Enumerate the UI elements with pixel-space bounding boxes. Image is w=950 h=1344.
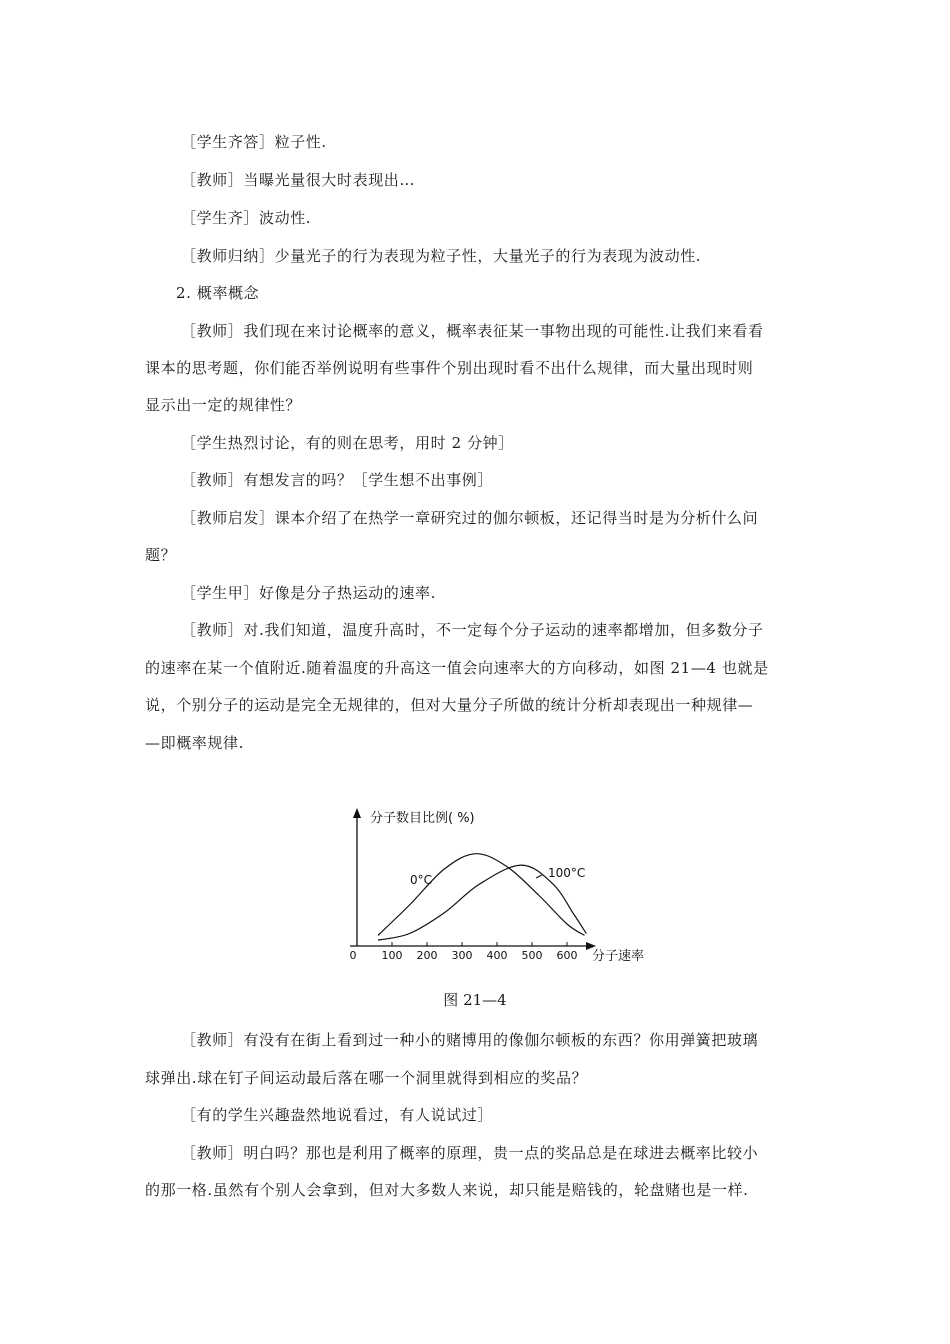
paragraph: ［教师启发］课本介绍了在热学一章研究过的伽尔顿板，还记得当时是为分析什么问 (181, 509, 759, 527)
speed-distribution-figure (340, 796, 660, 972)
paragraph: ［教师归纳］少量光子的行为表现为粒子性，大量光子的行为表现为波动性. (181, 247, 702, 265)
paragraph-continuation: —即概率规律. (145, 734, 244, 752)
paragraph: ［教师］明白吗？那也是利用了概率的原理，贵一点的奖品总是在球进去概率比较小 (181, 1144, 759, 1162)
x-tick-label: 300 (451, 949, 473, 962)
paragraph: ［教师］有没有在街上看到过一种小的赌博用的像伽尔顿板的东西？你用弹簧把玻璃 (181, 1031, 759, 1049)
series-label-100c: 100°C (548, 866, 586, 880)
paragraph: ［教师］有想发言的吗？［学生想不出事例］ (181, 471, 494, 489)
paragraph-continuation: 说，个别分子的运动是完全无规律的，但对大量分子所做的统计分析却表现出一种规律— (145, 696, 754, 714)
paragraph-continuation: 题？ (145, 546, 177, 564)
paragraph-continuation: 显示出一定的规律性？ (145, 396, 302, 414)
x-tick-label: 500 (521, 949, 543, 962)
paragraph: ［教师］我们现在来讨论概率的意义，概率表征某一事物出现的可能性.让我们来看看 (181, 322, 764, 340)
series-label-0c: 0°C (410, 873, 433, 887)
paragraph: ［教师］当曝光量很大时表现出… (181, 171, 416, 189)
x-axis-label: 分子速率 (592, 949, 645, 964)
speed-distribution-chart (340, 796, 660, 972)
paragraph: ［有的学生兴趣盎然地说看过，有人说试过］ (181, 1106, 494, 1124)
origin-label: 0 (349, 949, 357, 962)
section-heading: 2. 概率概念 (176, 284, 260, 302)
paragraph: ［学生甲］好像是分子热运动的速率. (181, 584, 436, 602)
paragraph-continuation: 的速率在某一个值附近.随着温度的升高这一值会向速率大的方向移动，如图 21—4 也就是 (145, 659, 769, 677)
series-label-leader (536, 875, 542, 878)
x-tick-label: 100 (381, 949, 403, 962)
x-tick-label: 600 (556, 949, 578, 962)
y-axis-arrow (353, 808, 361, 818)
paragraph: ［学生热烈讨论，有的则在思考，用时 2 分钟］ (181, 434, 514, 452)
paragraph: ［学生齐］波动性. (181, 209, 312, 227)
x-tick-label: 400 (486, 949, 508, 962)
x-tick-label: 200 (416, 949, 438, 962)
paragraph: ［学生齐答］粒子性. (181, 133, 327, 151)
paragraph-continuation: 球弹出.球在钉子间运动最后落在哪一个洞里就得到相应的奖品？ (145, 1069, 588, 1087)
figure-caption: 图 21—4 (443, 991, 507, 1009)
paragraph-continuation: 课本的思考题，你们能否举例说明有些事件个别出现时看不出什么规律，而大量出现时则 (145, 359, 754, 377)
paragraph: ［教师］对.我们知道，温度升高时，不一定每个分子运动的速率都增加，但多数分子 (181, 621, 764, 639)
y-axis-label: 分子数目比例( %) (370, 811, 475, 826)
paragraph-continuation: 的那一格.虽然有个别人会拿到，但对大多数人来说，却只能是赔钱的，轮盘赌也是一样. (145, 1181, 749, 1199)
